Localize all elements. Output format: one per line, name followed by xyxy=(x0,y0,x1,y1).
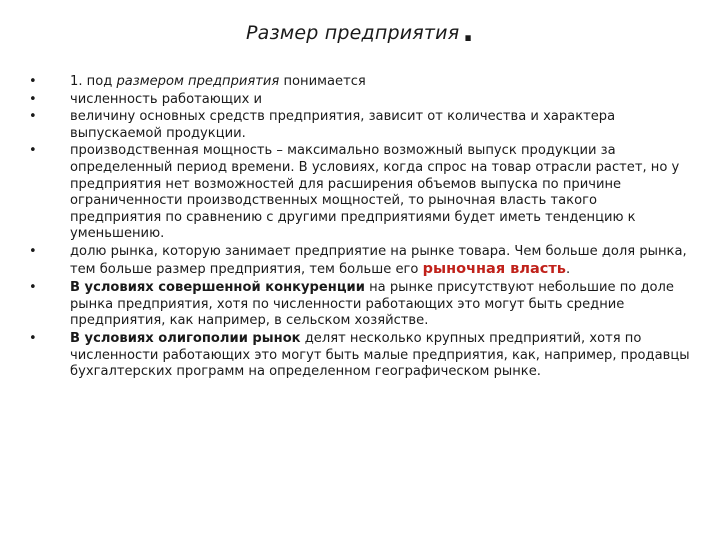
slide-title-text: Размер предприятия xyxy=(246,22,460,44)
list-item xyxy=(0,143,720,243)
list-item xyxy=(0,74,720,91)
list-item xyxy=(0,92,720,109)
title-dot: . xyxy=(462,14,474,49)
item-bold: В условиях олигополии рынок xyxy=(70,330,301,346)
item-text: 1. под xyxy=(70,74,117,89)
item-text: величину основных средств предприятия, зависит от количества и характера выпускаемой продукции. xyxy=(70,109,616,141)
item-text: делят несколько крупных предприятий, хотя по численности работающих это могут быть малые предприятия, как, например, продавцы бухгалтерских программ на определенном географическом рынке. xyxy=(70,330,690,380)
list-item xyxy=(0,109,720,142)
list-item xyxy=(0,331,720,381)
item-text: на рынке присутствуют небольшие по доле рынка предприятия, хотя по численности работающих это могут быть средние предприятия, как например, в сельском хозяйстве. xyxy=(70,280,674,329)
bullet-icon: • xyxy=(29,143,37,159)
list-item xyxy=(0,244,720,278)
item-emphasis: размером предприятия xyxy=(116,74,280,89)
item-highlight: рыночная власть xyxy=(422,260,566,277)
bullet-icon: • xyxy=(29,109,37,125)
bullet-icon: • xyxy=(29,91,37,107)
bullet-icon: • xyxy=(29,243,37,259)
slide-title xyxy=(0,14,720,49)
bullet-icon: • xyxy=(29,74,37,89)
bullet-icon: • xyxy=(29,280,37,296)
item-text: долю рынка, которую занимает предприятие на рынке товара. Чем больше доля рынка, тем больше размер предприятия, тем больше его xyxy=(70,243,687,277)
item-text: производственная мощность – максимально возможный выпуск продукции за определенный период времени. В условиях, когда спрос на товар отрасли растет, но у предприятия нет возможностей для расширения объемов выпуска по причине ограниченности производственных мощностей, то рыночная власть такого предприятия по сравнению с другими предприятиями будет иметь тенденцию к уменьшению. xyxy=(70,143,680,242)
item-text: понимается xyxy=(279,74,366,89)
list-item xyxy=(0,280,720,330)
bullet-list xyxy=(0,74,720,381)
item-bold: В условиях совершенной конкуренции xyxy=(70,280,365,296)
item-text: . xyxy=(565,261,571,277)
bullet-icon: • xyxy=(29,330,37,346)
item-text: численность работающих и xyxy=(70,91,263,107)
